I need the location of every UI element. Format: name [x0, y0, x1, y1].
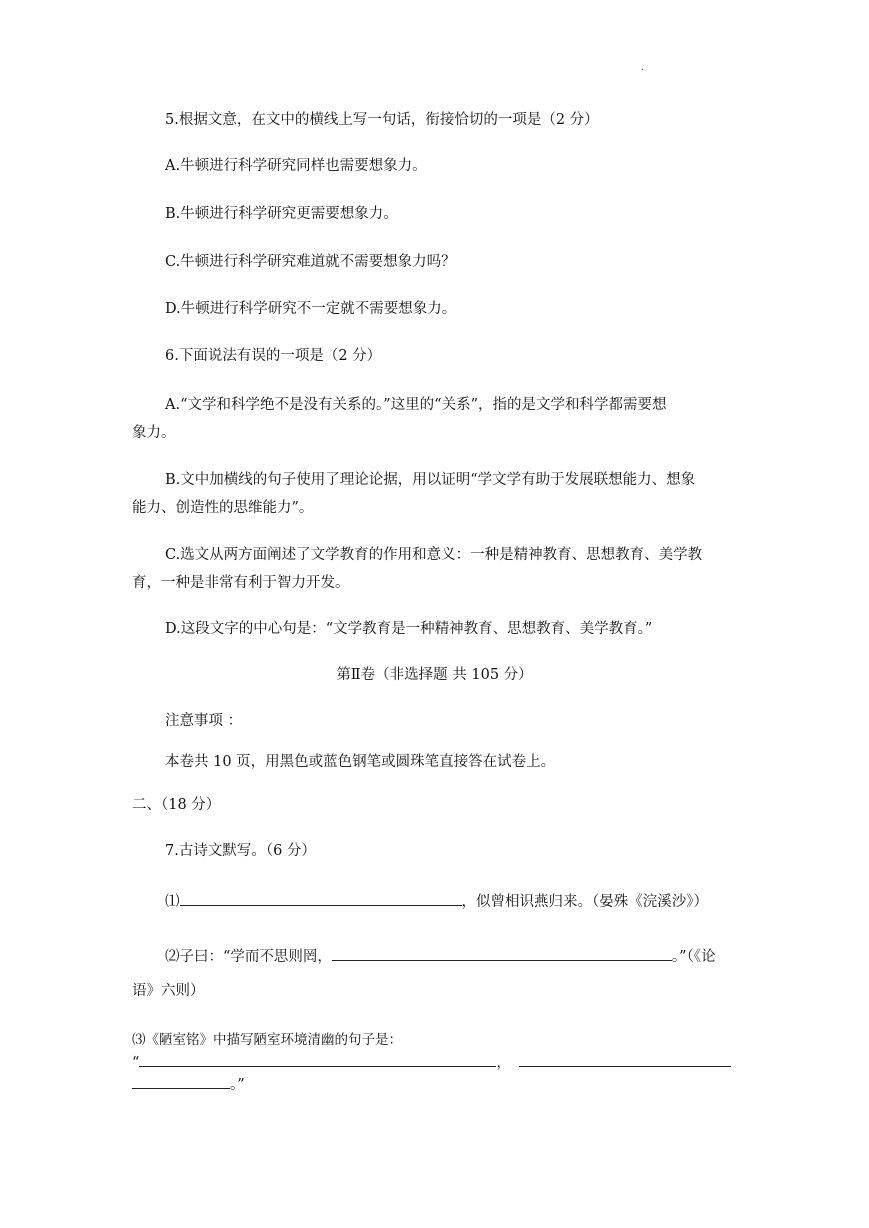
- q7-item1: [165, 891, 708, 912]
- header-mark: .: [641, 62, 645, 73]
- q5-option-a: A.牛顿进行科学研究同样也需要想象力。: [165, 158, 427, 174]
- q7-item3-line2: [132, 1074, 245, 1095]
- q6-option-c-line1: C.选文从两方面阐述了文学教育的作用和意义：一种是精神教育、思想教育、美学教: [165, 547, 703, 563]
- q5-option-b: B.牛顿进行科学研究更需要想象力。: [165, 206, 398, 222]
- q5-option-c: C.牛顿进行科学研究难道就不需要想象力吗？: [165, 254, 456, 270]
- q7-item3-line1: [132, 1052, 731, 1073]
- q6-option-b-line1: B.文中加横线的句子使用了理论论据，用以证明“学文学有助于发展联想能力、想象: [165, 472, 696, 488]
- q7-item1-number: ⑴: [165, 894, 180, 910]
- q6-option-a-line1: A.“文学和科学绝不是没有关系的。”这里的“关系”，指的是文学和科学都需要想: [165, 397, 667, 413]
- q6-option-d: D.这段文字的中心句是：“文学教育是一种精神教育、思想教育、美学教育。”: [165, 621, 653, 637]
- q5-stem: 5.根据文意，在文中的横线上写一句话，衔接恰切的一项是（2 分）: [165, 112, 599, 128]
- q7-item3-blank-2[interactable]: [519, 1052, 731, 1067]
- q7-item3-blank-1[interactable]: [139, 1052, 496, 1067]
- q7-item2-tail: 。”（《论: [671, 949, 716, 965]
- notice-text: 本卷共 10 页，用黑色或蓝色钢笔或圆珠笔直接答在试卷上。: [165, 754, 556, 770]
- q7-item1-tail: ，似曾相识燕归来。（晏殊《浣溪沙》）: [461, 894, 708, 910]
- q7-item2-blank[interactable]: [332, 946, 672, 961]
- q7-item3-stem: ⑶《陋室铭》中描写陋室环境清幽的句子是：: [132, 1032, 402, 1048]
- q5-option-d: D.牛顿进行科学研究不一定就不需要想象力。: [165, 301, 457, 317]
- section2-label: 二、（18 分）: [132, 797, 221, 813]
- q6-stem: 6.下面说法有误的一项是（2 分）: [165, 348, 382, 364]
- q7-item3-blank-3[interactable]: [132, 1074, 230, 1089]
- notice-label: 注意事项 ：: [165, 713, 243, 729]
- q6-option-c-line2: 育，一种是非常有利于智力开发。: [132, 575, 350, 591]
- q7-item3-close-quote: 。”: [230, 1077, 245, 1093]
- q7-item2-continuation: 语》六则）: [132, 983, 205, 999]
- q6-option-a-line2: 象力。: [132, 425, 176, 441]
- q7-item1-blank[interactable]: [180, 891, 462, 906]
- part2-title: 第Ⅱ卷（非选择题 共 105 分）: [336, 667, 533, 683]
- q6-option-b-line2: 能力、创造性的思维能力”。: [132, 500, 314, 516]
- q7-item3-comma: ，: [496, 1055, 511, 1071]
- q7-stem: 7.古诗文默写。（6 分）: [165, 843, 316, 859]
- q7-item2-head: ⑵子曰：“学而不思则罔，: [165, 949, 332, 965]
- q7-item3-open-quote: “: [132, 1055, 140, 1071]
- q7-item2: [165, 946, 716, 967]
